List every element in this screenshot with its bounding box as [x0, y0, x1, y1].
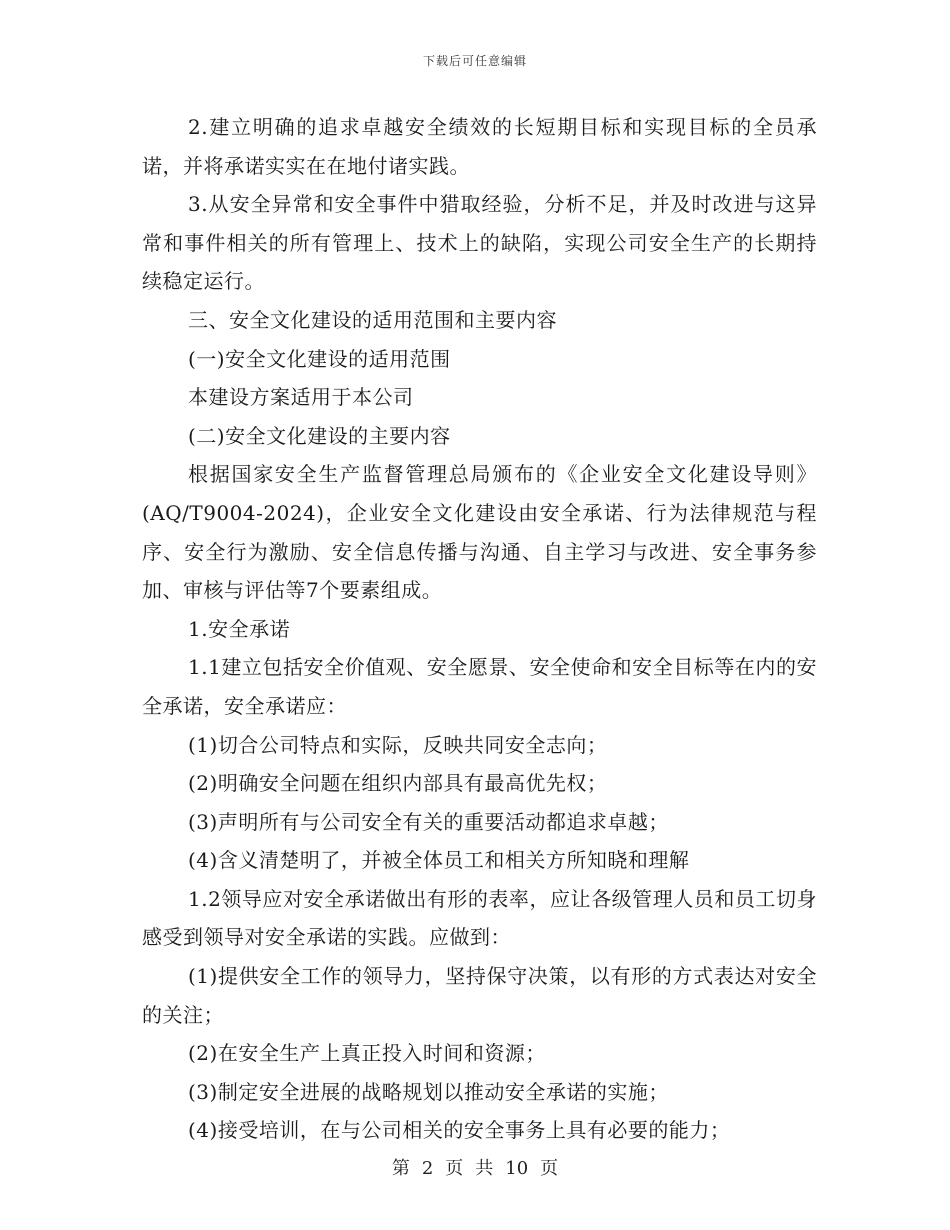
subsection-heading: (一)安全文化建设的适用范围 [188, 346, 451, 371]
page-footer [0, 1154, 950, 1180]
footer-suffix: 页 [540, 1158, 559, 1179]
list-item: (2)明确安全问题在组织内部具有最高优先权； [188, 771, 608, 796]
footer-prefix: 第 [391, 1158, 410, 1179]
list-item: (3)声明所有与公司安全有关的重要活动都追求卓越； [188, 809, 669, 834]
footer-of: 共 [475, 1158, 494, 1179]
item-heading: 1.安全承诺 [188, 616, 291, 641]
paragraph: 3.从安全异常和安全事件中猎取经验，分析不足，并及时改进与这异常和事件相关的所有管理上、技术上的缺陷，实现公司安全生产的长期持续稳定运行。 [142, 192, 817, 294]
list-item: (2)在安全生产上真正投入时间和资源； [188, 1041, 546, 1066]
footer-page-label: 页 [445, 1158, 464, 1179]
list-item: (4)含义清楚明了，并被全体员工和相关方所知晓和理解 [188, 848, 690, 873]
page-header: 下载后可任意编辑 [422, 54, 527, 68]
paragraph: 1.2领导应对安全承诺做出有形的表率，应让各级管理人员和员工切身感受到领导对安全承诺的实践。应做到： [142, 886, 817, 950]
list-item: (4)接受培训，在与公司相关的安全事务上具有必要的能力； [188, 1118, 731, 1143]
document-body [142, 108, 817, 1150]
list-item: (1)提供安全工作的领导力，坚持保守决策，以有形的方式表达对安全的关注； [142, 964, 817, 1027]
footer-page-number: 2 [421, 1158, 434, 1179]
paragraph: 根据国家安全生产监督管理总局颁布的《企业安全文化建设导则》(AQ/T9004-2024)，企业安全文化建设由安全承诺、行为法律规范与程序、安全行为激励、安全信息传播与沟通、自主学习与改进、安全事务参加、审核与评估等7个要素组成。 [142, 462, 817, 603]
paragraph: 2.建立明确的追求卓越安全绩效的长短期目标和实现目标的全员承诺，并将承诺实实在在地付诸实践。 [142, 115, 817, 178]
list-item: (1)切合公司特点和实际，反映共同安全志向； [188, 732, 608, 757]
paragraph: 本建设方案适用于本公司 [188, 385, 414, 410]
footer-total-pages: 10 [505, 1158, 529, 1179]
list-item: (3)制定安全进展的战略规划以推动安全承诺的实施； [188, 1079, 669, 1104]
subsection-heading: (二)安全文化建设的主要内容 [188, 423, 451, 448]
paragraph: 1.1建立包括安全价值观、安全愿景、安全使命和安全目标等在内的安全承诺，安全承诺应： [142, 655, 817, 718]
section-heading: 三、安全文化建设的适用范围和主要内容 [188, 307, 557, 332]
